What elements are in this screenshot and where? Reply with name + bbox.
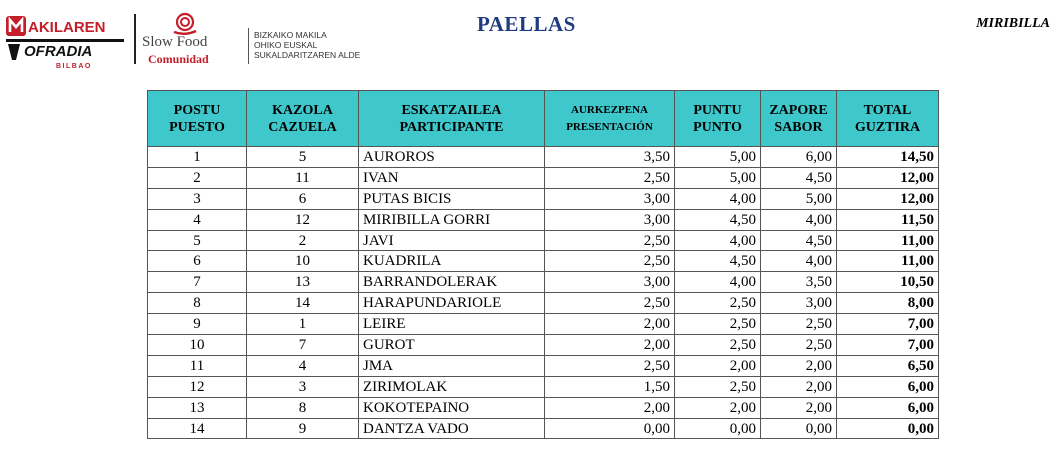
cell-presentacion: 2,00 bbox=[545, 335, 675, 356]
cell-puesto: 7 bbox=[148, 272, 247, 293]
cell-presentacion: 3,00 bbox=[545, 188, 675, 209]
cell-punto: 5,00 bbox=[675, 167, 761, 188]
cell-sabor: 3,00 bbox=[761, 293, 837, 314]
table-row bbox=[148, 272, 939, 293]
cell-sabor: 4,00 bbox=[761, 251, 837, 272]
cell-cazuela: 11 bbox=[247, 167, 359, 188]
table-header-row bbox=[148, 91, 939, 147]
header-cazuela: KAZOLA CAZUELA bbox=[247, 91, 359, 147]
cell-total: 11,50 bbox=[837, 209, 939, 230]
cell-punto: 2,00 bbox=[675, 397, 761, 418]
cell-total: 12,00 bbox=[837, 167, 939, 188]
cell-participante: PUTAS BICIS bbox=[359, 188, 545, 209]
table-row bbox=[148, 167, 939, 188]
cell-participante: KUADRILA bbox=[359, 251, 545, 272]
header-presentacion: AURKEZPENA PRESENTACIÓN bbox=[545, 91, 675, 147]
cell-punto: 2,50 bbox=[675, 293, 761, 314]
cell-punto: 4,50 bbox=[675, 209, 761, 230]
logo-line2: OFRADIA bbox=[24, 43, 93, 60]
cell-cazuela: 4 bbox=[247, 355, 359, 376]
table-row bbox=[148, 376, 939, 397]
cell-punto: 0,00 bbox=[675, 418, 761, 439]
table-row bbox=[148, 209, 939, 230]
cell-sabor: 2,50 bbox=[761, 314, 837, 335]
table-row bbox=[148, 355, 939, 376]
cell-puesto: 6 bbox=[148, 251, 247, 272]
cell-puesto: 3 bbox=[148, 188, 247, 209]
cell-sabor: 2,00 bbox=[761, 397, 837, 418]
cell-total: 12,00 bbox=[837, 188, 939, 209]
table-row bbox=[148, 293, 939, 314]
cell-presentacion: 2,00 bbox=[545, 314, 675, 335]
header-puesto: POSTU PUESTO bbox=[148, 91, 247, 147]
bizkaiko-makila-text bbox=[254, 30, 360, 60]
cell-cazuela: 10 bbox=[247, 251, 359, 272]
cell-sabor: 2,00 bbox=[761, 376, 837, 397]
cell-sabor: 2,50 bbox=[761, 335, 837, 356]
table-row bbox=[148, 147, 939, 168]
cell-participante: BARRANDOLERAK bbox=[359, 272, 545, 293]
cell-sabor: 5,00 bbox=[761, 188, 837, 209]
cell-puesto: 11 bbox=[148, 355, 247, 376]
table-row bbox=[148, 397, 939, 418]
cell-total: 6,00 bbox=[837, 376, 939, 397]
cell-participante: MIRIBILLA GORRI bbox=[359, 209, 545, 230]
page-title: PAELLAS bbox=[477, 12, 576, 36]
cell-puesto: 13 bbox=[148, 397, 247, 418]
cell-participante: IVAN bbox=[359, 167, 545, 188]
logo-line3: BILBAO bbox=[56, 63, 92, 70]
logo-line1: AKILAREN bbox=[28, 19, 106, 36]
cell-total: 7,00 bbox=[837, 335, 939, 356]
cell-participante: KOKOTEPAINO bbox=[359, 397, 545, 418]
cell-total: 14,50 bbox=[837, 147, 939, 168]
location-label: MIRIBILLA bbox=[976, 16, 1050, 31]
results-table bbox=[147, 90, 939, 439]
cell-punto: 4,00 bbox=[675, 188, 761, 209]
cell-total: 11,00 bbox=[837, 230, 939, 251]
cell-presentacion: 2,50 bbox=[545, 167, 675, 188]
cell-punto: 2,50 bbox=[675, 335, 761, 356]
cell-sabor: 6,00 bbox=[761, 147, 837, 168]
cell-punto: 2,50 bbox=[675, 314, 761, 335]
cell-sabor: 4,50 bbox=[761, 167, 837, 188]
cell-cazuela: 1 bbox=[247, 314, 359, 335]
slow-food-title: Slow Food bbox=[142, 34, 208, 50]
header-participante: ESKATZAILEA PARTICIPANTE bbox=[359, 91, 545, 147]
bizkaiko-line: BIZKAIKO MAKILA bbox=[254, 30, 327, 40]
cell-puesto: 9 bbox=[148, 314, 247, 335]
cell-punto: 2,00 bbox=[675, 355, 761, 376]
cell-presentacion: 3,00 bbox=[545, 209, 675, 230]
cell-presentacion: 2,00 bbox=[545, 397, 675, 418]
cell-punto: 4,00 bbox=[675, 230, 761, 251]
cell-presentacion: 2,50 bbox=[545, 355, 675, 376]
cell-total: 11,00 bbox=[837, 251, 939, 272]
table-body bbox=[148, 147, 939, 439]
cell-cazuela: 7 bbox=[247, 335, 359, 356]
table-row bbox=[148, 230, 939, 251]
cell-puesto: 12 bbox=[148, 376, 247, 397]
cell-participante: JMA bbox=[359, 355, 545, 376]
cell-cazuela: 6 bbox=[247, 188, 359, 209]
cell-cazuela: 9 bbox=[247, 418, 359, 439]
cell-cazuela: 2 bbox=[247, 230, 359, 251]
cell-total: 6,50 bbox=[837, 355, 939, 376]
cell-sabor: 4,00 bbox=[761, 209, 837, 230]
cell-puesto: 5 bbox=[148, 230, 247, 251]
cell-presentacion: 2,50 bbox=[545, 293, 675, 314]
cell-puesto: 2 bbox=[148, 167, 247, 188]
slow-food-logo bbox=[142, 12, 242, 68]
logo-divider bbox=[134, 14, 136, 64]
cell-sabor: 2,00 bbox=[761, 355, 837, 376]
cell-total: 7,00 bbox=[837, 314, 939, 335]
makilaren-cofradia-logo bbox=[6, 10, 126, 70]
cell-cazuela: 8 bbox=[247, 397, 359, 418]
cell-total: 8,00 bbox=[837, 293, 939, 314]
cell-puesto: 10 bbox=[148, 335, 247, 356]
cell-puesto: 4 bbox=[148, 209, 247, 230]
table-row bbox=[148, 314, 939, 335]
cell-cazuela: 12 bbox=[247, 209, 359, 230]
table-row bbox=[148, 188, 939, 209]
bizkaiko-line: OHIKO EUSKAL bbox=[254, 40, 318, 50]
cell-punto: 5,00 bbox=[675, 147, 761, 168]
cell-presentacion: 2,50 bbox=[545, 251, 675, 272]
cell-participante: AUROROS bbox=[359, 147, 545, 168]
cell-total: 0,00 bbox=[837, 418, 939, 439]
header-sabor: ZAPORE SABOR bbox=[761, 91, 837, 147]
cell-cazuela: 5 bbox=[247, 147, 359, 168]
cell-participante: LEIRE bbox=[359, 314, 545, 335]
cell-puesto: 8 bbox=[148, 293, 247, 314]
table-row bbox=[148, 335, 939, 356]
cell-presentacion: 1,50 bbox=[545, 376, 675, 397]
cell-sabor: 4,50 bbox=[761, 230, 837, 251]
cell-participante: GUROT bbox=[359, 335, 545, 356]
cell-participante: HARAPUNDARIOLE bbox=[359, 293, 545, 314]
cell-puesto: 1 bbox=[148, 147, 247, 168]
cell-punto: 2,50 bbox=[675, 376, 761, 397]
header-total: TOTAL GUZTIRA bbox=[837, 91, 939, 147]
cell-cazuela: 13 bbox=[247, 272, 359, 293]
cell-puesto: 14 bbox=[148, 418, 247, 439]
cell-presentacion: 3,50 bbox=[545, 147, 675, 168]
snail-icon bbox=[172, 12, 198, 36]
table-row bbox=[148, 251, 939, 272]
header-punto: PUNTU PUNTO bbox=[675, 91, 761, 147]
logo-divider-secondary bbox=[248, 28, 249, 64]
cell-presentacion: 2,50 bbox=[545, 230, 675, 251]
cell-cazuela: 3 bbox=[247, 376, 359, 397]
bizkaiko-line: SUKALDARITZAREN ALDE bbox=[254, 50, 361, 60]
slow-food-subtitle: Comunidad bbox=[148, 52, 209, 66]
cell-punto: 4,50 bbox=[675, 251, 761, 272]
table-row bbox=[148, 418, 939, 439]
cell-sabor: 0,00 bbox=[761, 418, 837, 439]
cell-total: 6,00 bbox=[837, 397, 939, 418]
cell-presentacion: 3,00 bbox=[545, 272, 675, 293]
cell-participante: ZIRIMOLAK bbox=[359, 376, 545, 397]
cell-participante: DANTZA VADO bbox=[359, 418, 545, 439]
cell-presentacion: 0,00 bbox=[545, 418, 675, 439]
cell-punto: 4,00 bbox=[675, 272, 761, 293]
cell-sabor: 3,50 bbox=[761, 272, 837, 293]
cell-participante: JAVI bbox=[359, 230, 545, 251]
cell-total: 10,50 bbox=[837, 272, 939, 293]
cell-cazuela: 14 bbox=[247, 293, 359, 314]
